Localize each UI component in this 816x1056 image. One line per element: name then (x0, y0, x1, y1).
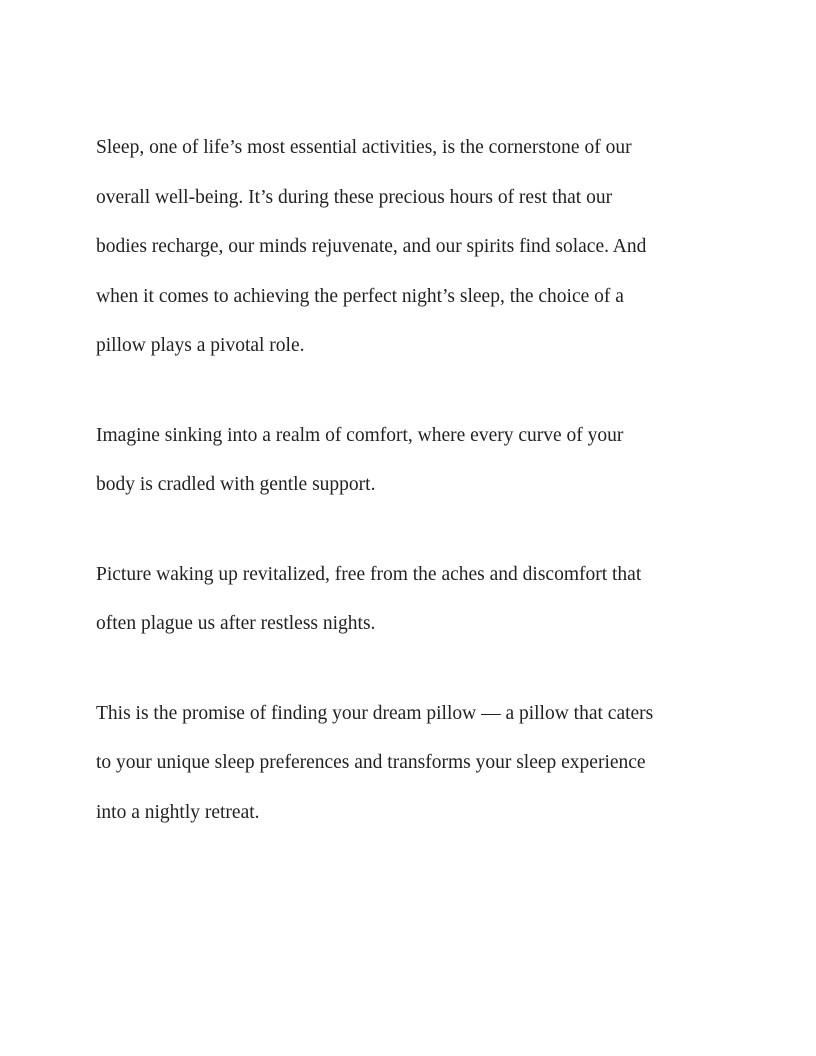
text-line: overall well-being. It’s during these precious hours of rest that our (96, 186, 613, 208)
paragraph-intro (96, 123, 736, 371)
text-line: often plague us after restless nights. (96, 613, 376, 634)
text-line: when it comes to achieving the perfect night’s sleep, the choice of a (96, 285, 624, 307)
text-line: pillow plays a pivotal role. (96, 335, 305, 356)
paragraph-promise (96, 689, 736, 838)
text-line: body is cradled with gentle support. (96, 474, 376, 495)
text-line: Imagine sinking into a realm of comfort, where every curve of your (96, 424, 624, 446)
text-line: bodies recharge, our minds rejuvenate, and our spirits find solace. And (96, 236, 647, 257)
text-line: to your unique sleep preferences and transforms your sleep experience (96, 752, 646, 773)
document-page (96, 123, 736, 877)
paragraph-imagine (96, 411, 736, 510)
text-line: Picture waking up revitalized, free from the aches and discomfort that (96, 563, 642, 585)
text-line: into a nightly retreat. (96, 801, 260, 823)
paragraph-picture (96, 550, 736, 649)
text-line: This is the promise of finding your dream pillow — a pillow that caters (96, 702, 654, 724)
text-line: Sleep, one of life’s most essential activities, is the cornerstone of our (96, 137, 632, 158)
